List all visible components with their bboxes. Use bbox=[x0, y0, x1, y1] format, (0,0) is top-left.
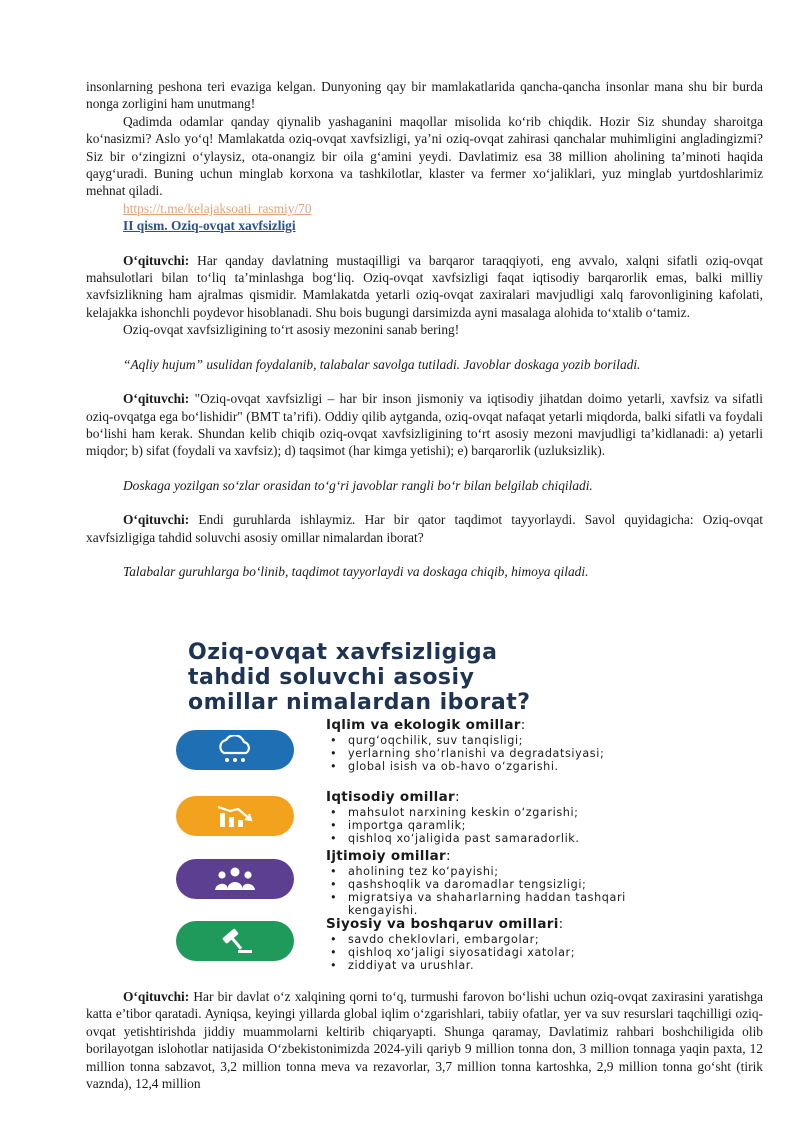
telegram-link[interactable]: https://t.me/kelajaksoati_rasmiy/70 bbox=[123, 200, 312, 216]
teacher-paragraph bbox=[86, 988, 763, 1092]
factor-item: • aholining tez ko‘payishi; bbox=[326, 865, 746, 878]
factor-item: • savdo cheklovlari, embargolar; bbox=[326, 933, 746, 946]
paragraph: Oziq-ovqat xavfsizligining to‘rt asosiy mezonini sanab bering! bbox=[123, 322, 460, 338]
cloud-rain-icon bbox=[176, 730, 294, 770]
paragraph: insonlarning peshona teri evaziga kelgan. Dunyoning qay bir mamlakatlarida qancha-qancha insonlar mana shu bir burda nonga zorligini ham unutmang! bbox=[86, 79, 763, 112]
title-line: Oziq-ovqat xavfsizligiga bbox=[188, 640, 498, 665]
instruction-paragraph: Doskaga yozilgan so‘zlar orasidan to‘g‘ri javoblar rangli bo‘r bilan belgilab chiqiladi. bbox=[123, 477, 593, 493]
paragraph-text: Endi guruhlarda ishlaymiz. Har bir qator taqdimot tayyorlaydi. Savol quyidagicha: Oziq-ovqat xavfsizligiga tahdid soluvchi asosiy omillar nimalardan iborat? bbox=[86, 512, 763, 545]
factor-item: • global isish va ob-havo o‘zgarishi. bbox=[326, 760, 746, 773]
paragraph-text: "Oziq-ovqat xavfsizligi – har bir inson jismoniy va iqtisodiy jihatdan doimo yetarli, xavfsiz va sifatli oziq-ovqatga ega bo‘lishidir" (BMT ta’rifi). Oddiy qilib aytganda, oziq-ovqat nafaqat yetarli miqdorda, balki sifatli va foydali bo‘lishi ham kerak. Shundan kelib chiqib oziq-ovqat xavfsizligining to‘rt asosiy mezoni mavjudligi ta’kidlanadi: a) yetarli miqdor; b) sifat (foydali va xavfsiz); d) taqsimot (har kimga yetishi); e) barqarorlik (uzluksizlik). bbox=[86, 391, 763, 459]
threats-infographic bbox=[166, 640, 756, 975]
factor-text bbox=[326, 847, 746, 917]
paragraph-text: Har qanday davlatning mustaqilligi va barqaror taraqqiyoti, eng avvalo, xalqni sifatli oziq-ovqat mahsulotlari bilan to‘liq ta’minlashga bog‘liq. Oziq-ovqat xavfsizligi faqat iqtisodiy barqarorlik emas, balki milliy xavfsizlikning ham ajralmas qismidir. Mamlakatda yetarli oziq-ovqat zaxiralari mavjudligi xalq farovonligining kafolati, kelajakka ishonchli poydevor hisoblanadi. Shu bois bugungi darsimizda ayni masalaga alohida to‘xtalib o‘tamiz. bbox=[86, 252, 763, 320]
title-line: tahdid soluvchi asosiy bbox=[188, 665, 475, 690]
title-line: omillar nimalardan iborat? bbox=[188, 690, 531, 715]
gavel-icon bbox=[176, 921, 294, 961]
document-page bbox=[86, 78, 763, 580]
factor-item: • qashshoqlik va daromadlar tengsizligi; bbox=[326, 878, 746, 891]
document-page-continued bbox=[86, 988, 763, 1092]
instruction-paragraph: Talabalar guruhlarga bo‘linib, taqdimot tayyorlaydi va doskaga chiqib, himoya qiladi. bbox=[123, 563, 589, 579]
factor-heading: Iqtisodiy omillar: bbox=[326, 789, 460, 805]
factor-item: • qishloq xo‘jaligi siyosatidagi xatolar; bbox=[326, 946, 746, 959]
factor-item: • qishloq xo‘jaligida past samaradorlik. bbox=[326, 832, 746, 845]
factor-text bbox=[326, 788, 746, 845]
factor-item: • ziddiyat va urushlar. bbox=[326, 959, 746, 972]
factor-heading: Ijtimoiy omillar: bbox=[326, 848, 451, 864]
teacher-paragraph bbox=[86, 511, 763, 546]
chart-decline-icon bbox=[176, 796, 294, 836]
factor-item: • migratsiya va shaharlarning haddan tashqari kengayishi. bbox=[326, 891, 626, 917]
paragraph-text: Har bir davlat o‘z xalqining qorni to‘q, turmushi farovon bo‘lishi uchun oziq-ovqat zaxirasini yaratishga katta e’tibor qaratadi. Ayniqsa, keyingi yillarda global iqlim o‘zgarishlari, tabiiy ofatlar, yer va suv resurslari taqchilligi oziq-ovqat yetishtirishda jiddiy muammolarni keltirib chiqaryapti. Shunga qaramay, Davlatimiz rahbari boshchiligida olib borilayotgan islohotlar natijasida O‘zbekistonimizda 2024-yili qariyb 9 million tonna don, 3 million tonnaga yaqin paxta, 12 million tonna sabzavot, 3,2 million tonna meva va rezavorlar, 3,7 million tonna kartoshka, 2,9 million tonna go‘sht (tirik vaznda), 12,4 million bbox=[86, 989, 763, 1092]
factor-item: • mahsulot narxining keskin o‘zgarishi; bbox=[326, 806, 746, 819]
factor-item: • yerlarning sho‘rlanishi va degradatsiyasi; bbox=[326, 747, 616, 760]
factor-heading: Iqlim va ekologik omillar: bbox=[326, 717, 526, 733]
section-heading: II qism. Oziq-ovqat xavfsizligi bbox=[123, 218, 296, 234]
speaker-label: O‘qituvchi: bbox=[123, 512, 190, 528]
factor-item: • importga qaramlik; bbox=[326, 819, 746, 832]
factor-text bbox=[326, 716, 746, 773]
factor-heading: Siyosiy va boshqaruv omillari: bbox=[326, 916, 564, 932]
speaker-label: O‘qituvchi: bbox=[123, 989, 190, 1004]
teacher-paragraph bbox=[86, 252, 763, 322]
infographic-title bbox=[188, 640, 748, 715]
people-group-icon bbox=[176, 859, 294, 899]
speaker-label: O‘qituvchi: bbox=[123, 391, 190, 407]
factor-text bbox=[326, 915, 746, 972]
speaker-label: O‘qituvchi: bbox=[123, 252, 190, 268]
instruction-paragraph: “Aqliy hujum” usulidan foydalanib, talabalar savolga tutiladi. Javoblar doskaga yozib boriladi. bbox=[123, 356, 641, 372]
teacher-paragraph bbox=[86, 390, 763, 460]
paragraph: Qadimda odamlar qanday qiynalib yashaganini maqollar misolida ko‘rib chiqdik. Hozir Siz shunday sharoitga ko‘nasizmi? Aslo yo‘q! Mamlakatda oziq-ovqat xavfsizligi, ya’ni oziq-ovqat zahirasi qanchalar muhimligini angladingizmi? Siz bir o‘zingizni o‘ylaysiz, ota-onangiz bir oila g‘amini yeydi. Davlatimiz esa 38 million aholining ta’minoti haqida qayg‘uradi. Buning uchun minglab korxona va tashkilotlar, klaster va fermer xo‘jaliklari, yuz minglab yurtdoshlarimiz mehnat qiladi. bbox=[86, 113, 763, 199]
factor-item: • qurg‘oqchilik, suv tanqisligi; bbox=[326, 734, 746, 747]
